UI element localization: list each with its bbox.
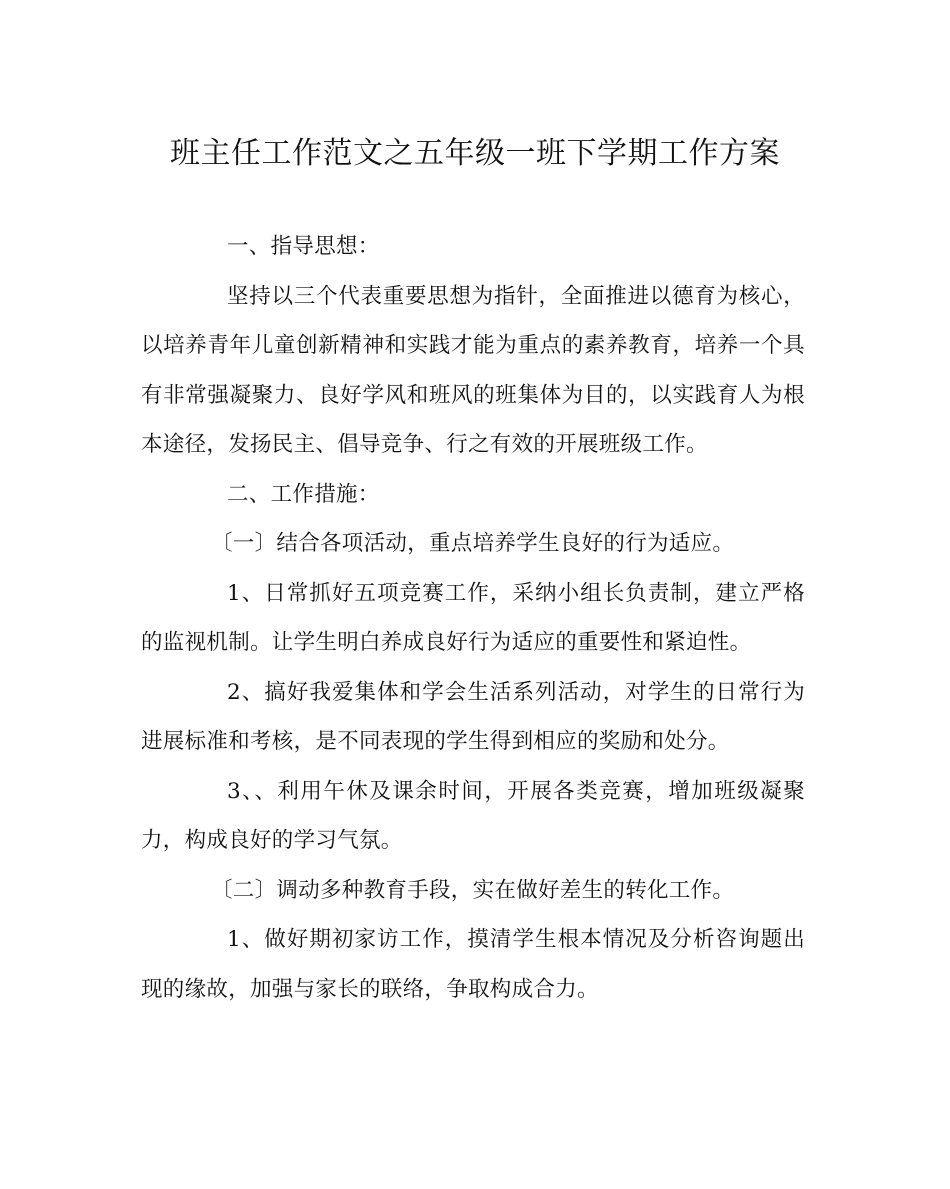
list-item-collective-activities: 2、搞好我爱集体和学会生活系列活动，对学生的日常行为进展标准和考核，是不同表现的学生得到相应的奖励和处分。 bbox=[141, 679, 805, 754]
list-item-competition: 1、日常抓好五项竞赛工作，采纳小组长负责制，建立严格的监视机制。让学生明白养成良好行为适应的重要性和紧迫性。 bbox=[141, 580, 805, 655]
section-heading-guiding-thought: 一、指导思想： bbox=[227, 234, 380, 259]
subsection-heading-behavior-habits: 〔一〕结合各项活动，重点培养学生良好的行为适应。 bbox=[211, 531, 735, 556]
list-item-noon-activities: 3、、利用午休及课余时间，开展各类竞赛，增加班级凝聚力，构成良好的学习气氛。 bbox=[141, 778, 805, 853]
section-heading-work-measures: 二、工作措施： bbox=[227, 481, 380, 507]
subsection-heading-student-transformation: 〔二〕调动多种教育手段，实在做好差生的转化工作。 bbox=[211, 877, 735, 903]
document-title: 班主任工作范文之五年级一班下学期工作方案 bbox=[170, 136, 780, 171]
list-item-home-visits: 1、做好期初家访工作，摸清学生根本情况及分析咨询题出现的缘故，加强与家长的联络，争取构成合力。 bbox=[141, 927, 805, 1002]
document-body bbox=[141, 222, 805, 1014]
paragraph-guiding-thought: 坚持以三个代表重要思想为指针，全面推进以德育为核心，以培养青年儿童创新精神和实践才能为重点的素养教育，培养一个具有非常强凝聚力、良好学风和班风的班集体为目的，以实践育人为根本途径，发扬民主、倡导竞争、行之有效的开展班级工作。 bbox=[141, 283, 805, 457]
